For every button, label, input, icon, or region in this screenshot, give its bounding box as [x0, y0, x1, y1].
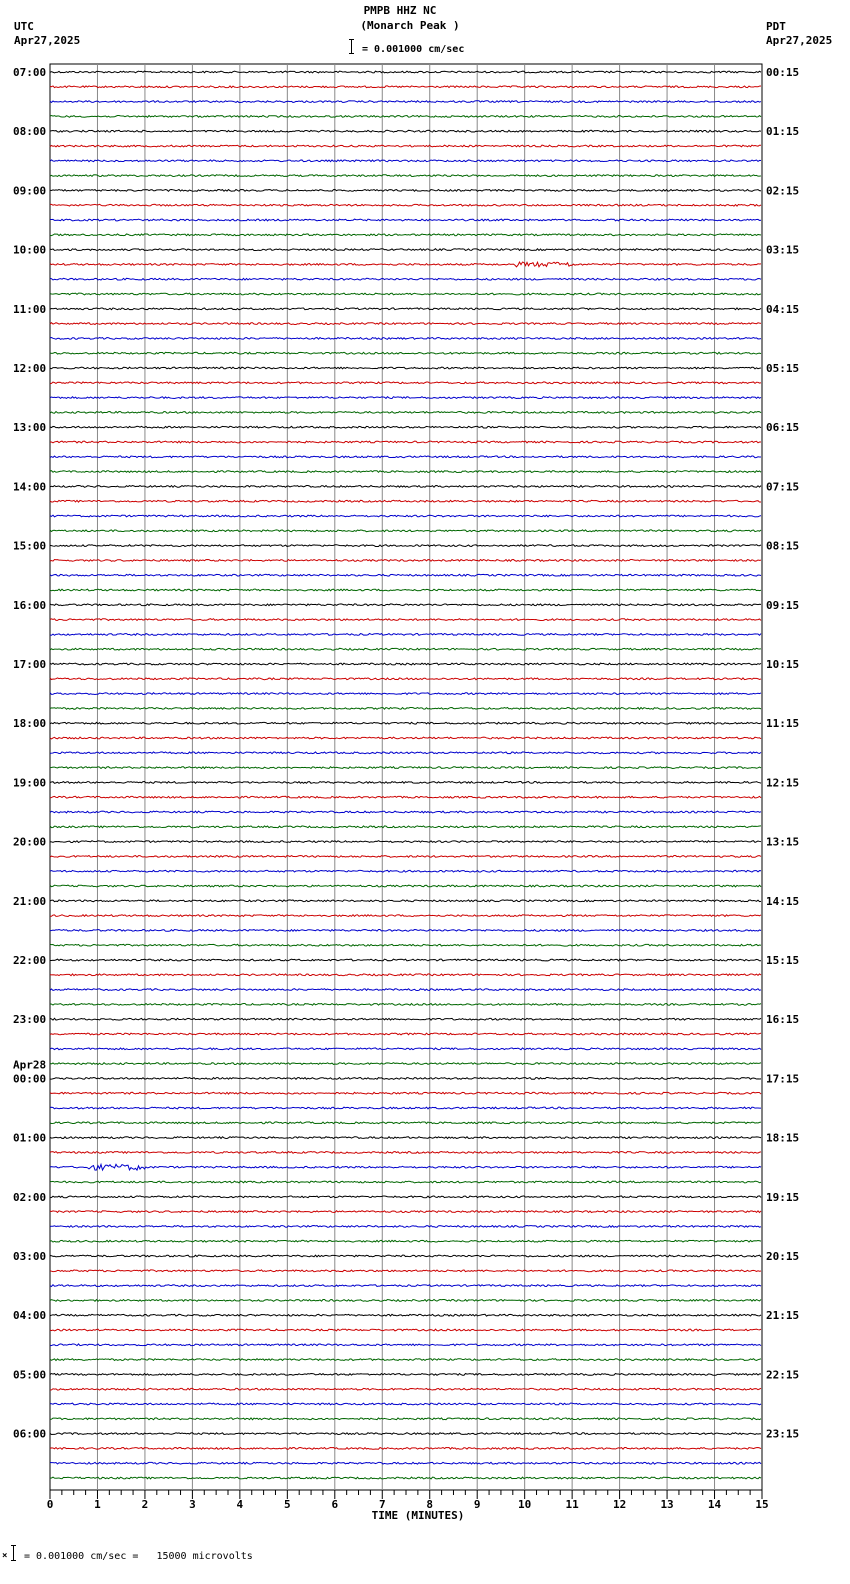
seismic-trace [50, 278, 761, 280]
utc-hour-label: 03:00 [13, 1250, 47, 1263]
seismic-trace [50, 441, 761, 443]
seismic-trace [50, 101, 761, 103]
utc-hour-label: 23:00 [13, 1013, 47, 1027]
seismic-trace [50, 1048, 761, 1050]
x-tick-label: 0 [46, 1498, 54, 1511]
seismic-trace [50, 352, 761, 354]
seismic-trace [50, 1314, 761, 1316]
pdt-hour-label: 19:15 [766, 1190, 800, 1204]
pdt-hour-label: 20:15 [766, 1250, 800, 1263]
seismic-trace [50, 219, 761, 221]
utc-hour-label: 14:00 [13, 480, 47, 494]
seismic-trace [50, 737, 761, 739]
seismic-trace [50, 308, 761, 310]
seismic-trace [50, 1477, 761, 1479]
seismic-trace [50, 1285, 761, 1287]
seismic-trace [50, 1063, 761, 1065]
seismic-trace [50, 1164, 761, 1170]
seismic-trace [50, 678, 761, 680]
seismic-trace [50, 560, 761, 562]
seismic-trace [50, 71, 761, 73]
pdt-hour-label: 01:15 [766, 125, 800, 139]
pdt-hour-label: 12:15 [766, 776, 800, 790]
x-tick-label: 4 [236, 1498, 244, 1511]
seismic-trace [50, 130, 761, 132]
seismic-trace [50, 175, 761, 177]
utc-hour-label: 01:00 [13, 1131, 47, 1145]
utc-hour-label: 07:00 [13, 66, 47, 79]
seismic-trace [50, 1374, 761, 1376]
seismic-trace [50, 412, 761, 414]
seismic-trace [50, 1196, 761, 1198]
x-tick-label: 10 [518, 1498, 532, 1511]
seismic-trace [50, 86, 761, 88]
seismic-trace [50, 634, 761, 636]
seismic-trace [50, 323, 761, 325]
seismic-trace [50, 1181, 761, 1183]
utc-hour-label: 22:00 [13, 954, 47, 967]
pdt-hour-label: 02:15 [766, 184, 800, 198]
seismic-trace [50, 604, 761, 606]
pdt-hour-label: 16:15 [766, 1013, 800, 1027]
seismic-trace [50, 589, 761, 591]
seismic-trace [50, 1107, 761, 1109]
seismic-trace [50, 190, 761, 192]
seismic-trace [50, 989, 761, 991]
seismic-trace [50, 338, 761, 340]
pdt-hour-label: 04:15 [766, 302, 800, 316]
seismic-trace [50, 1255, 761, 1257]
header-scale-label: = 0.001000 cm/sec [362, 44, 465, 55]
seismic-trace [50, 1344, 761, 1346]
seismic-trace [50, 767, 761, 769]
x-tick-label: 11 [565, 1498, 579, 1511]
pdt-hour-label: 21:15 [766, 1309, 800, 1323]
seismic-trace [50, 545, 761, 547]
seismic-trace [50, 1270, 761, 1272]
seismic-trace [50, 1359, 761, 1361]
x-tick-label: 3 [189, 1498, 196, 1511]
seismic-trace [50, 249, 761, 251]
seismic-trace [50, 382, 761, 384]
seismic-trace [50, 1004, 761, 1006]
seismic-trace [50, 1122, 761, 1124]
utc-hour-label: 11:00 [13, 302, 47, 316]
pdt-hour-label: 10:15 [766, 658, 800, 671]
pdt-hour-label: 06:15 [766, 421, 800, 435]
utc-hour-label: 19:00 [13, 776, 47, 790]
utc-hour-label: 20:00 [13, 835, 47, 849]
seismic-trace [50, 1092, 761, 1094]
seismic-trace [50, 1462, 761, 1464]
x-tick-label: 1 [94, 1498, 101, 1511]
seismic-trace [50, 885, 761, 887]
pdt-hour-label: 11:15 [766, 717, 800, 731]
seismic-trace [50, 856, 761, 858]
x-tick-label: 5 [284, 1498, 291, 1511]
pdt-hour-label: 03:15 [766, 243, 800, 257]
pdt-hour-label: 09:15 [766, 598, 800, 612]
x-tick-label: 6 [331, 1498, 339, 1511]
seismic-trace [50, 1300, 761, 1302]
seismic-trace [50, 1078, 761, 1080]
x-tick-label: 8 [426, 1498, 434, 1511]
pdt-hour-label: 17:15 [766, 1072, 800, 1086]
x-tick-label: 15 [755, 1498, 769, 1511]
x-tick-label: 13 [660, 1498, 674, 1511]
seismic-trace [50, 1388, 761, 1390]
pdt-hour-label: 05:15 [766, 362, 800, 375]
seismic-trace [50, 663, 761, 665]
seismic-trace [50, 930, 761, 932]
pdt-hour-label: 07:15 [766, 480, 800, 494]
seismic-trace [50, 915, 761, 917]
seismic-trace [50, 486, 761, 488]
seismic-trace [50, 160, 761, 162]
seismic-trace [50, 1448, 761, 1450]
seismic-trace [50, 471, 761, 473]
seismic-trace [50, 811, 761, 813]
x-tick-label: 12 [612, 1498, 627, 1511]
seismic-trace [50, 456, 761, 458]
plot-frame [50, 64, 762, 1490]
utc-hour-label: 15:00 [13, 539, 47, 553]
pdt-hour-label: 00:15 [766, 66, 800, 79]
utc-hour-label: 00:00 [13, 1072, 47, 1086]
x-tick-label: 2 [141, 1498, 149, 1511]
seismic-trace [50, 530, 761, 532]
left-timezone: UTC [14, 20, 34, 33]
utc-hour-label: 10:00 [13, 243, 47, 257]
pdt-hour-label: 08:15 [766, 539, 800, 553]
utc-hour-label: 02:00 [13, 1190, 47, 1204]
right-date: Apr27,2025 [766, 34, 833, 47]
seismic-trace [50, 974, 761, 976]
utc-hour-label: 09:00 [13, 184, 47, 198]
right-timezone: PDT [766, 20, 786, 33]
seismic-trace [50, 1240, 761, 1242]
utc-hour-label: 05:00 [13, 1368, 47, 1382]
seismic-trace [50, 234, 761, 236]
seismic-trace [50, 722, 761, 724]
utc-hour-label: 16:00 [13, 598, 47, 612]
seismic-trace [50, 1137, 761, 1139]
seismic-trace [50, 782, 761, 784]
seismic-trace [50, 515, 761, 517]
x-axis-label: TIME (MINUTES) [371, 1509, 465, 1522]
pdt-hour-label: 13:15 [766, 835, 800, 849]
seismic-trace [50, 293, 761, 295]
seismic-trace [50, 145, 761, 147]
seismic-trace [50, 796, 761, 798]
seismic-trace [50, 959, 761, 961]
seismic-trace [50, 619, 761, 621]
utc-hour-label: 04:00 [13, 1309, 47, 1323]
seismic-trace [50, 426, 761, 428]
seismic-trace [50, 574, 761, 576]
seismic-trace [50, 826, 761, 828]
seismic-trace [50, 1329, 761, 1331]
seismic-trace [50, 752, 761, 754]
footer-marker: × [2, 1551, 8, 1561]
seismic-trace [50, 116, 761, 118]
seismic-trace [50, 870, 761, 872]
seismic-trace [50, 1211, 761, 1213]
seismic-trace [50, 900, 761, 902]
x-tick-label: 9 [473, 1498, 481, 1511]
seismic-trace [50, 1152, 761, 1154]
utc-hour-label: 08:00 [13, 125, 47, 139]
seismic-trace [50, 397, 761, 399]
seismic-trace [50, 262, 761, 267]
station-location: (Monarch Peak ) [360, 19, 460, 32]
seismic-trace [50, 500, 761, 502]
utc-hour-label: 06:00 [13, 1427, 47, 1441]
seismic-trace [50, 944, 761, 946]
x-tick-label: 14 [707, 1498, 722, 1511]
utc-hour-label: 13:00 [13, 421, 47, 435]
seismic-trace [50, 204, 761, 206]
seismic-trace [50, 367, 761, 369]
utc-hour-label: 21:00 [13, 894, 47, 908]
seismic-trace [50, 1226, 761, 1228]
station-title: PMPB HHZ NC [363, 4, 437, 17]
x-tick-label: 7 [378, 1498, 386, 1511]
seismic-trace [50, 1418, 761, 1420]
pdt-hour-label: 15:15 [766, 954, 800, 967]
seismic-trace [50, 648, 761, 650]
seismic-trace [50, 1433, 761, 1435]
left-date: Apr27,2025 [14, 34, 81, 47]
seismic-trace [50, 1033, 761, 1035]
pdt-hour-label: 14:15 [766, 894, 800, 908]
seismic-trace [50, 693, 761, 695]
utc-hour-label: 17:00 [13, 658, 47, 671]
pdt-hour-label: 22:15 [766, 1368, 800, 1382]
seismic-trace [50, 1018, 761, 1020]
pdt-hour-label: 18:15 [766, 1131, 800, 1145]
utc-hour-label: 12:00 [13, 362, 47, 375]
footer-scale-label: = 0.001000 cm/sec = 15000 microvolts [24, 1551, 253, 1562]
utc-hour-label: 18:00 [13, 717, 47, 731]
seismic-trace [50, 1403, 761, 1405]
seismic-trace [50, 708, 761, 710]
date-change-label: Apr28 [13, 1058, 47, 1072]
pdt-hour-label: 23:15 [766, 1427, 800, 1441]
seismic-trace [50, 841, 761, 843]
